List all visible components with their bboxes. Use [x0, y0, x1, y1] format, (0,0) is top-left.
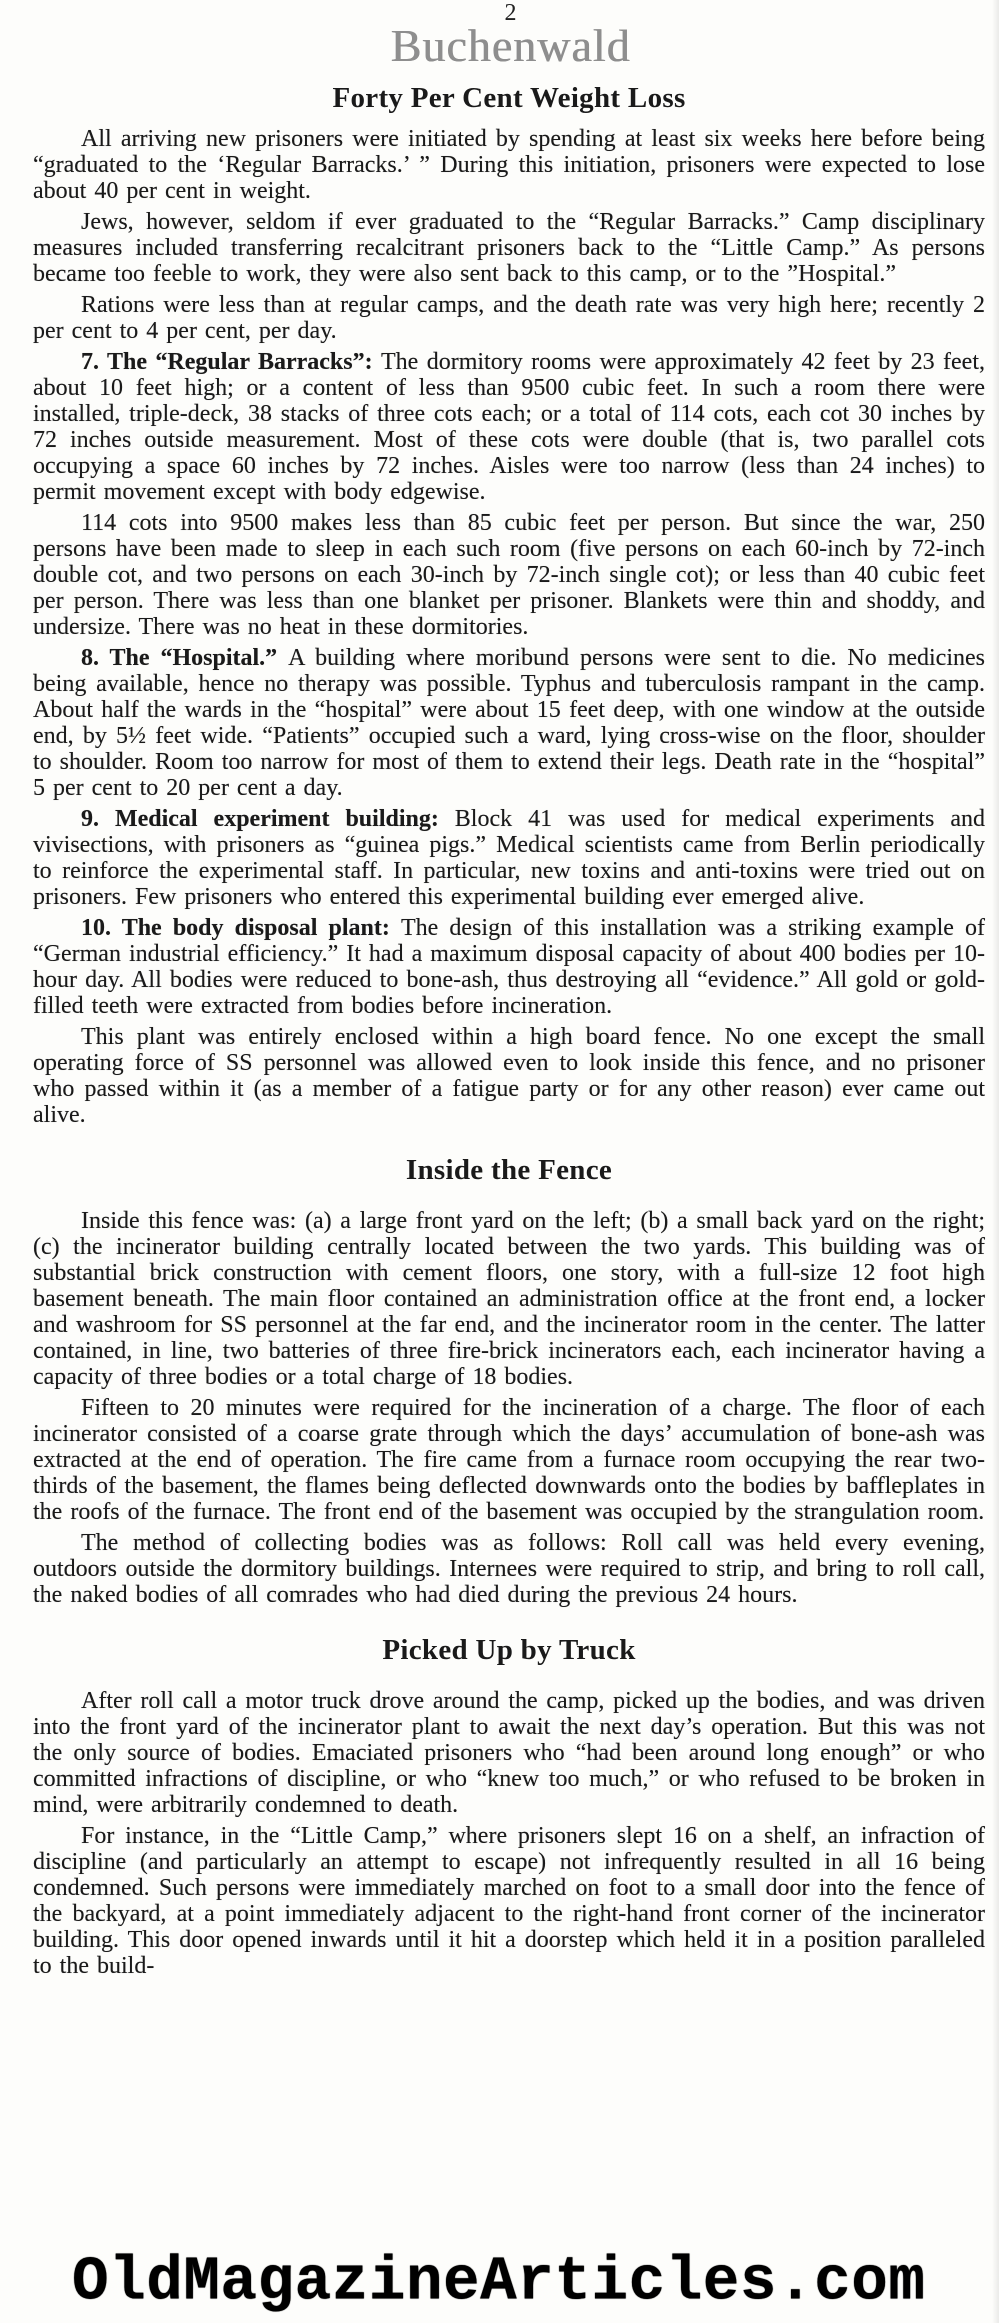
paragraph: For instance, in the “Little Camp,” where prisoners slept 16 on a shelf, an infraction of discipline (and particularly an attempt to escape) not infrequently resulted in all 16 being condemned. Such persons were immediately marched on foot to a small door into the fence of the backyard, at a point immediately adjacent to the right-hand front corner of the incinerator building. This door opened inwards until it hit a doorstep which held it in a position paralleled to the build-: [33, 1823, 985, 1979]
paragraph-lead: 10. The body disposal plant:: [81, 915, 401, 941]
paragraph-lead: 7. The “Regular Barracks”:: [81, 349, 381, 375]
paragraph: 8. The “Hospital.” A building where moribund persons were sent to die. No medicines being available, hence no therapy was possible. Typhus and tuberculosis rampant in the camp. About half the wards in the “hospital” were about 15 feet deep, with one window at the outside end, by 5½ feet wide. “Patients” occupied such a ward, lying cross-wise on the floor, shoulder to shoulder. Room too narrow for most of them to extend their legs. Death rate in the “hospital” 5 per cent to 20 per cent a day.: [33, 645, 985, 801]
paragraph-lead: 9. Medical experiment building:: [81, 806, 455, 832]
paragraph: After roll call a motor truck drove around the camp, picked up the bodies, and was driven into the front yard of the incinerator plant to await the next day’s operation. But this was not the only source of bodies. Emaciated prisoners who “had been around long enough” or who committed infractions of discipline, or who “knew too much,” or who refused to be broken in mind, were arbitrarily condemned to death.: [33, 1688, 985, 1818]
article-section: [33, 1154, 985, 1608]
paragraph: 9. Medical experiment building: Block 41 was used for medical experiments and vivisections, with prisoners as “guinea pigs.” Medical scientists came from Berlin periodically to reinforce the experimental staff. In particular, new toxins and anti-toxins were tried out on prisoners. Few prisoners who entered this experimental building ever emerged alive.: [33, 806, 985, 910]
paragraph: Rations were less than at regular camps, and the death rate was very high here; recently 2 per cent to 4 per cent, per day.: [33, 292, 985, 344]
article-section: [33, 1634, 985, 1979]
paragraph: All arriving new prisoners were initiated by spending at least six weeks here before being “graduated to the ‘Regular Barracks.’ ” During this initiation, prisoners were expected to lose about 40 per cent in weight.: [33, 126, 985, 204]
paragraph: Fifteen to 20 minutes were required for the incineration of a charge. The floor of each incinerator consisted of a coarse grate through which the days’ accumulation of bone-ash was extracted at the end of operation. The fire came from a furnace room occupying the rear two-thirds of the basement, the flames being deflected downwards onto the bodies by baffleplates in the roofs of the furnace. The front end of the basement was occupied by the strangulation room.: [33, 1395, 985, 1525]
page-number: 2: [504, 0, 517, 26]
article-section: [33, 82, 985, 1128]
paragraph: 7. The “Regular Barracks”: The dormitory rooms were approximately 42 feet by 23 feet, about 10 feet high; or a content of less than 9500 cubic feet. In such a room there were installed, triple-deck, 38 stacks of three cots each; or a total of 114 cots, each cot 30 inches by 72 inches outside measurement. Most of these cots were double (that is, two parallel cots occupying a space 60 inches by 72 inches. Aisles were too narrow (less than 24 inches) to permit movement except with body edgewise.: [33, 349, 985, 505]
scan-edge-shading: [992, 0, 999, 2323]
section-heading: Picked Up by Truck: [382, 1634, 636, 1666]
paragraph: Inside this fence was: (a) a large front yard on the left; (b) a small back yard on the right; (c) the incinerator building centrally located between the two yards. This building was of substantial brick construction with cement floors, one story, with a full-size 12 foot high basement beneath. The main floor contained an administration office at the front end, a locker and washroom for SS personnel at the far end, and the incinerator room in the center. The latter contained, in line, two batteries of three fire-brick incinerators each, each incinerator having a capacity of three bodies or a total charge of 18 bodies.: [33, 1208, 985, 1390]
paragraph: 10. The body disposal plant: The design of this installation was a striking example of “German industrial efficiency.” It had a maximum disposal capacity of about 400 bodies per 10-hour day. All bodies were reduced to bone-ash, thus destroying all “evidence.” All gold or gold-filled teeth were extracted from bodies before incineration.: [33, 915, 986, 1019]
article-body: [33, 82, 985, 1979]
paragraph: The method of collecting bodies was as follows: Roll call was held every evening, outdoors outside the dormitory buildings. Internees were required to strip, and bring to roll call, the naked bodies of all comrades who had died during the previous 24 hours.: [33, 1530, 985, 1608]
paragraph: This plant was entirely enclosed within a high board fence. No one except the small operating force of SS personnel was allowed even to look inside this fence, and no prisoner who passed within it (as a member of a fatigue party or for any other reason) ever came out alive.: [33, 1024, 985, 1128]
paragraph: Jews, however, seldom if ever graduated to the “Regular Barracks.” Camp disciplinary measures included transferring recalcitrant prisoners back to the “Little Camp.” As persons became too feeble to work, they were also sent back to this camp, or to the ”Hospital.”: [33, 209, 985, 287]
section-heading: Inside the Fence: [405, 1154, 613, 1186]
document-title: Buchenwald: [390, 20, 631, 71]
paragraph: 114 cots into 9500 makes less than 85 cubic feet per person. But since the war, 250 persons have been made to sleep in each such room (five persons on each 60-inch by 72-inch double cot, and two persons on each 30-inch by 72-inch single cot); or less than 40 cubic feet per person. There was less than one blanket per prisoner. Blankets were thin and shoddy, and undersize. There was no heat in these dormitories.: [33, 510, 985, 640]
watermark-text: OldMagazineArticles.com: [72, 2247, 926, 2318]
paragraph-lead: 8. The “Hospital.”: [81, 645, 289, 671]
section-heading: Forty Per Cent Weight Loss: [332, 82, 686, 114]
page-header: [0, 0, 999, 71]
